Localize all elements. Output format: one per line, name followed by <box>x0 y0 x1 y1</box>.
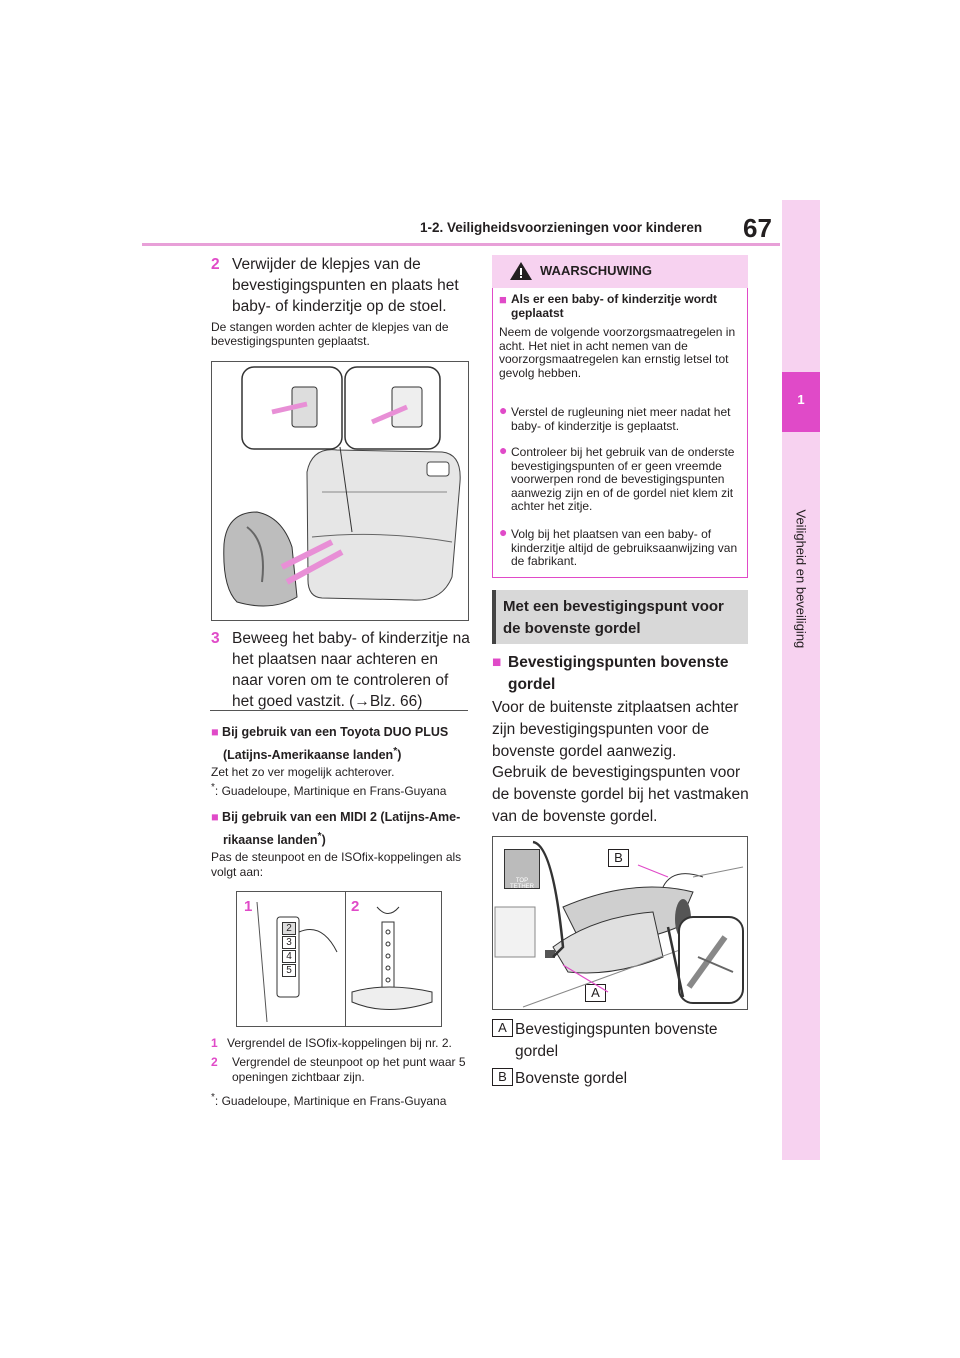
chapter-label: Veiligheid en beveiliging <box>793 509 809 649</box>
position-4: 4 <box>282 950 296 963</box>
page-number: 67 <box>743 213 772 243</box>
midi-item-1: 1 Vergrendel de ISOfix-koppelingen bij nr. 2. <box>211 1036 452 1050</box>
midi-footnote: *: Guadeloupe, Martinique en Frans-Guyana <box>211 1092 447 1108</box>
header-rule <box>142 243 780 246</box>
step-2 <box>211 254 473 317</box>
step-2-note: De stangen worden achter de klepjes van de bevestigingspunten geplaatst. <box>211 320 449 348</box>
warning-heading: ■ Als er een baby- of kinderzitje wordt geplaatst <box>499 292 718 320</box>
warning-triangle-icon <box>509 261 533 281</box>
legend-text-a: Bevestigingspunten bovenste gordel <box>515 1021 718 1060</box>
section-title: Met een bevestigingspunt voor de bovenste gordel <box>503 598 724 637</box>
position-3: 3 <box>282 936 296 949</box>
child-seat-install-figure <box>211 361 469 621</box>
position-5: 5 <box>282 964 296 977</box>
legend-key-b: B <box>492 1068 513 1086</box>
side-tab-strip <box>782 200 820 1160</box>
top-tether-figure <box>492 836 748 1010</box>
midi-heading: ■ Bij gebruik van een MIDI 2 (Latijns-Ame- rikaanse landen*) <box>211 810 461 848</box>
step-text: Beweeg het baby- of kinderzitje na het plaatsen naar achteren en naar voren om te controleren of het goed vastzit. (→Blz. 66) <box>232 630 470 710</box>
step-text: Verwijder de klepjes van de bevestigingspunten en plaats het baby- of kinderzitje op de stoel. <box>232 256 459 315</box>
midi-adjust-figure <box>236 891 442 1027</box>
duo-plus-text: Zet het zo ver mogelijk achterover. <box>211 765 395 779</box>
figure-label-2: 2 <box>351 898 360 915</box>
top-tether-para-1: Voor de buitenste zitplaatsen achter zijn bevestigingspunten voor de bovenste gordel aanwezig. <box>492 699 739 760</box>
top-tether-symbol: TOP TETHER <box>504 849 540 889</box>
section-header: 1-2. Veiligheidsvoorzieningen voor kinderen <box>420 220 703 235</box>
midi-item-2: 2 Vergrendel de steunpoot op het punt waar 5 openingen zichtbaar zijn. <box>211 1055 466 1084</box>
legend-key-a: A <box>492 1019 513 1037</box>
duo-plus-heading: ■ Bij gebruik van een Toyota DUO PLUS (Latijns-Amerikaanse landen*) <box>211 725 449 763</box>
top-tether-illustration <box>493 837 747 1009</box>
midi-text: Pas de steunpoot en de ISOfix-koppelingen als volgt aan: <box>211 850 462 879</box>
legend-text-b: Bovenste gordel <box>515 1070 628 1087</box>
step-number: 3 <box>211 630 220 647</box>
position-2: 2 <box>282 922 296 935</box>
top-tether-subheading: ■ Bevestigingspunten bovenste gordel <box>492 654 729 693</box>
figure-label-a: A <box>585 984 606 1002</box>
figure-label-1: 1 <box>244 898 253 915</box>
step-3 <box>211 628 473 712</box>
duo-plus-footnote: *: Guadeloupe, Martinique en Frans-Guyana <box>211 782 447 798</box>
child-seat-install-illustration <box>212 362 468 620</box>
midi-illustration <box>237 892 443 1028</box>
section-divider <box>210 710 468 711</box>
warning-item-3: ● Volg bij het plaatsen van een baby- of kinderzitje altijd de gebruiksaanwijzing van de fabrikant. <box>499 524 738 568</box>
warning-title: WAARSCHUWING <box>540 263 652 278</box>
warning-item-2: ● Controleer bij het gebruik van de onderste bevestigingspunten of er geen vreemde voorwerpen rond de bevestigingspunten aanwezig zijn en of de gordel niet klem zit achter het zitje. <box>499 442 735 513</box>
warning-intro: Neem de volgende voorzorgsmaatregelen in acht. Het niet in acht nemen van de voorzorgsmaatregelen kan ernstig letsel tot gevolg hebben. <box>499 325 736 380</box>
top-tether-para-2: Gebruik de bevestigingspunten voor de bovenste gordel bij het vastmaken van de bovenste gordel. <box>492 764 749 825</box>
chapter-number: 1 <box>797 392 805 407</box>
figure-label-b: B <box>608 849 629 867</box>
warning-item-1: ● Verstel de rugleuning niet meer nadat het baby- of kinderzitje is geplaatst. <box>499 402 731 433</box>
step-number: 2 <box>211 256 220 273</box>
